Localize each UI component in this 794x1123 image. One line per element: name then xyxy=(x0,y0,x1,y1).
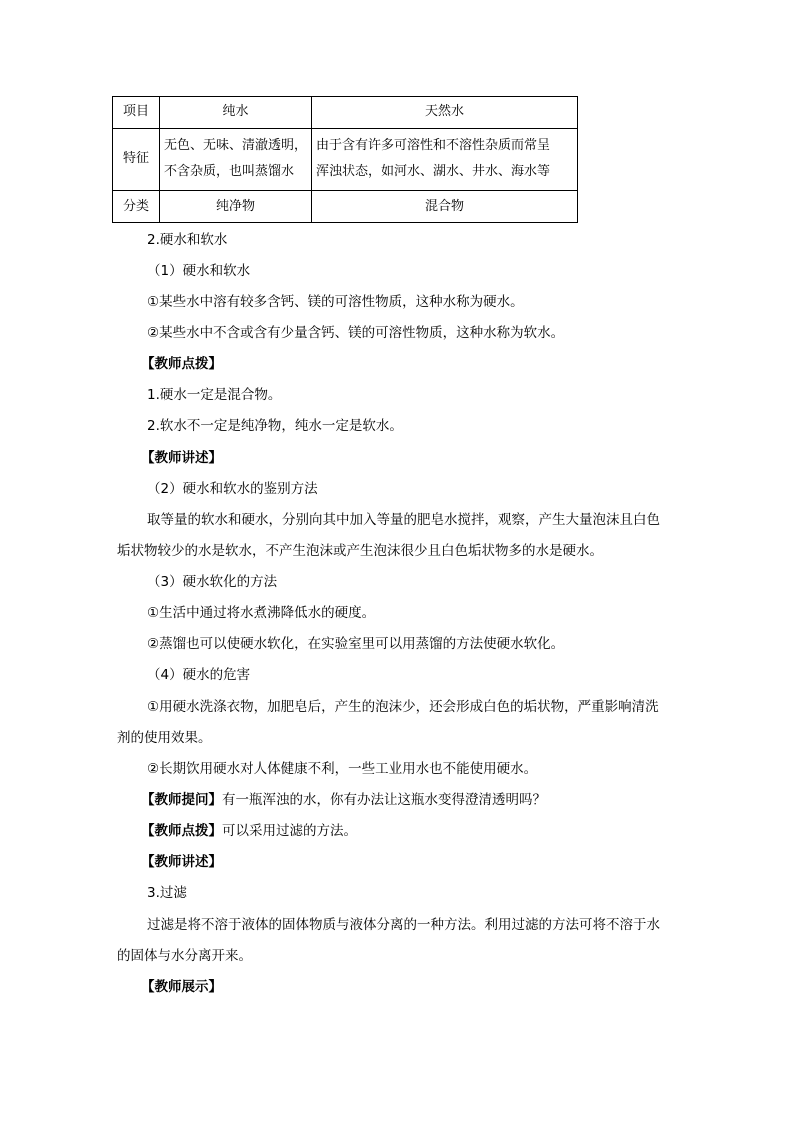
subsection-heading: （4）硬水的危害 xyxy=(147,667,251,683)
cell-line: 不含杂质，也叫蒸馏水 xyxy=(164,164,295,180)
section-heading: 2.硬水和软水 xyxy=(147,232,228,248)
paragraph: ②长期饮用硬水对人体健康不利，一些工业用水也不能使用硬水。 xyxy=(147,761,538,777)
table-header-cell: 纯水 xyxy=(160,97,312,129)
section-heading: 3.过滤 xyxy=(147,885,187,901)
teacher-show-heading: 【教师展示】 xyxy=(141,979,222,995)
table-row-label: 分类 xyxy=(113,191,160,223)
paragraph: ②蒸馏也可以使硬水软化，在实验室里可以用蒸馏的方法使硬水软化。 xyxy=(147,636,565,652)
paragraph-line: 垢状物较少的水是软水，不产生泡沫或产生泡沫很少且白色垢状物多的水是硬水。 xyxy=(117,543,603,559)
table-cell xyxy=(160,128,312,190)
paragraph-line: ①用硬水洗涤衣物，加肥皂后，产生的泡沫少，还会形成白色的垢状物，严重影响清洗 xyxy=(147,699,659,715)
subsection-heading: （3）硬水软化的方法 xyxy=(147,574,278,590)
paragraph-line: 剂的使用效果。 xyxy=(117,730,212,746)
water-comparison-table xyxy=(112,96,578,223)
subsection-heading: （2）硬水和软水的鉴别方法 xyxy=(147,481,318,497)
teacher-tip-heading: 【教师点拨】 xyxy=(141,823,222,839)
table-row xyxy=(113,128,578,190)
cell-line: 无色、无味、清澈透明， xyxy=(164,138,308,154)
teacher-tip-heading: 【教师点拨】 xyxy=(141,356,222,372)
table-header-cell: 天然水 xyxy=(312,97,578,129)
teacher-tip-text: 可以采用过滤的方法。 xyxy=(222,823,357,839)
table-cell xyxy=(312,128,578,190)
paragraph-line: 取等量的软水和硬水，分别向其中加入等量的肥皂水搅拌，观察，产生大量泡沫且白色 xyxy=(147,512,660,528)
teacher-question-heading: 【教师提问】 xyxy=(141,792,222,808)
paragraph-line: 的固体与水分离开来。 xyxy=(117,948,252,964)
paragraph-line: 过滤是将不溶于液体的固体物质与液体分离的一种方法。利用过滤的方法可将不溶于水 xyxy=(147,917,660,933)
teacher-question-text: 有一瓶浑浊的水，你有办法让这瓶水变得澄清透明吗？ xyxy=(222,792,546,808)
table-cell: 混合物 xyxy=(312,191,578,223)
teacher-talk-heading: 【教师讲述】 xyxy=(141,854,222,870)
table-row xyxy=(113,191,578,223)
table-cell: 纯净物 xyxy=(160,191,312,223)
cell-line: 浑浊状态，如河水、湖水、井水、海水等 xyxy=(316,164,551,180)
cell-line: 由于含有许多可溶性和不溶性杂质而常呈 xyxy=(316,138,551,154)
table-row xyxy=(113,97,578,129)
list-item: 2.软水不一定是纯净物，纯水一定是软水。 xyxy=(147,418,403,434)
paragraph: ①生活中通过将水煮沸降低水的硬度。 xyxy=(147,605,376,621)
subsection-heading: （1）硬水和软水 xyxy=(147,263,251,279)
teacher-tip xyxy=(141,821,357,841)
paragraph: ①某些水中溶有较多含钙、镁的可溶性物质，这种水称为硬水。 xyxy=(147,294,524,310)
teacher-question xyxy=(141,790,546,810)
teacher-talk-heading: 【教师讲述】 xyxy=(141,450,222,466)
paragraph: ②某些水中不含或含有少量含钙、镁的可溶性物质，这种水称为软水。 xyxy=(147,325,565,341)
table-row-label: 特征 xyxy=(113,128,160,190)
table-header-cell: 项目 xyxy=(113,97,160,129)
list-item: 1.硬水一定是混合物。 xyxy=(147,387,282,403)
